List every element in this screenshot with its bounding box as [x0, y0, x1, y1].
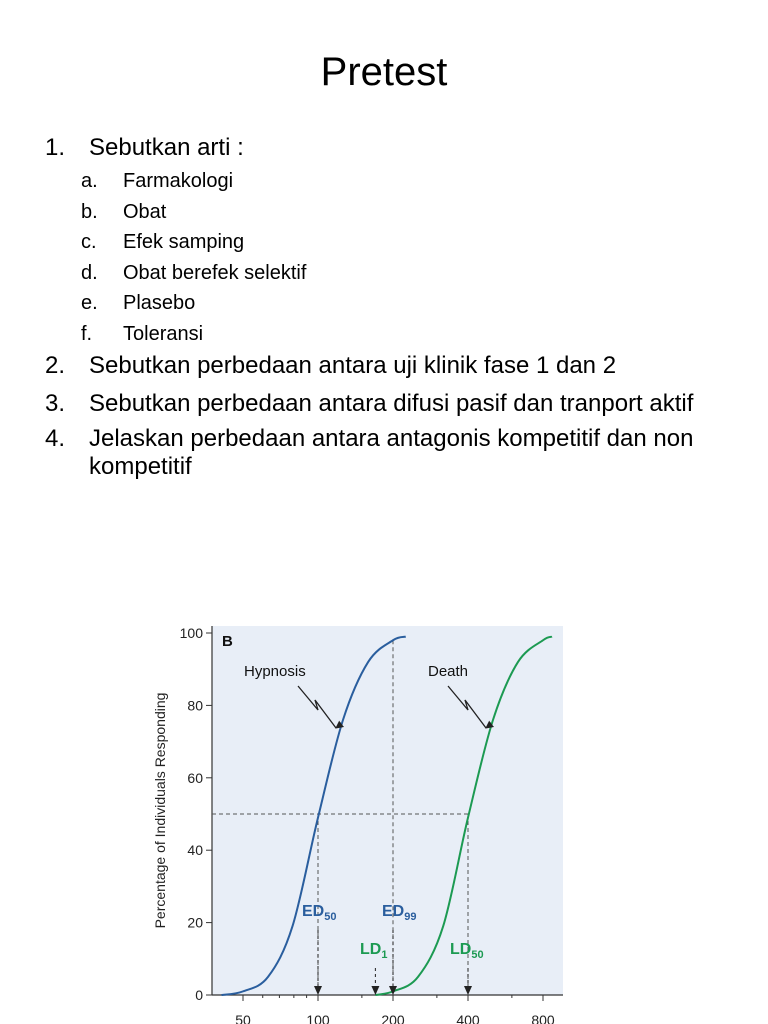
- y-tick-label: 20: [187, 914, 203, 931]
- x-tick-label: 100: [306, 1012, 330, 1024]
- sub-item: [81, 197, 745, 228]
- plot-background: [212, 626, 563, 995]
- dose-marker-label-subscript: 50: [471, 949, 484, 961]
- dose-marker-label-main: LD: [450, 941, 472, 958]
- sub-item-text: Farmakologi: [123, 170, 234, 192]
- sub-item: [81, 288, 745, 319]
- dose-marker-label-subscript: 1: [381, 949, 388, 961]
- sub-item-text: Obat: [123, 200, 167, 223]
- sub-item-text: Plasebo: [123, 292, 196, 315]
- sub-item-letter: f.: [81, 322, 93, 345]
- question-1: [45, 134, 745, 350]
- sub-item-text: Obat berefek selektif: [123, 261, 307, 284]
- sub-item: [81, 258, 745, 289]
- sub-question-list: [81, 166, 745, 350]
- sub-item: [81, 227, 745, 258]
- x-tick-label: 200: [381, 1012, 405, 1024]
- question-number: 3.: [45, 389, 66, 417]
- y-tick-label: 80: [187, 697, 203, 714]
- question-number: 1.: [45, 134, 66, 161]
- dose-marker-label-main: ED: [302, 903, 325, 920]
- death-label: Death: [428, 663, 469, 680]
- sub-item-text: Efek samping: [123, 231, 245, 254]
- sub-item-letter: a.: [81, 170, 98, 192]
- slide-title: Pretest: [320, 50, 448, 94]
- question-2: [45, 352, 745, 380]
- y-tick-label: 100: [179, 625, 203, 641]
- question-text: Sebutkan arti :: [89, 134, 244, 161]
- x-tick-label: 50: [235, 1012, 251, 1024]
- question-number: 2.: [45, 351, 66, 379]
- question-number: 4.: [45, 424, 66, 452]
- dose-marker-label-subscript: 50: [324, 911, 337, 923]
- y-axis-label: Percentage of Individuals Responding: [152, 692, 168, 929]
- sub-item: [81, 319, 745, 350]
- y-tick-label: 0: [195, 987, 203, 1003]
- dose-marker-label-main: LD: [360, 941, 382, 958]
- x-tick-label: 400: [456, 1012, 480, 1024]
- sub-item: [81, 166, 745, 197]
- sub-item-letter: e.: [81, 292, 98, 315]
- question-4: [45, 425, 745, 481]
- sub-item-text: Toleransi: [123, 322, 204, 345]
- sub-item-letter: d.: [81, 261, 98, 284]
- question-3: [45, 390, 745, 418]
- y-tick-label: 60: [187, 769, 203, 786]
- dose-marker-label-subscript: 99: [404, 911, 417, 923]
- sub-item-letter: b.: [81, 200, 98, 223]
- question-text: Jelaskan perbedaan antara antagonis kompetitif dan non kompetitif: [89, 424, 694, 480]
- x-tick-label: 800: [531, 1012, 555, 1024]
- question-list: [45, 134, 745, 481]
- question-text: Sebutkan perbedaan antara difusi pasif dan tranport aktif: [89, 389, 694, 417]
- dose-marker-label-main: ED: [382, 903, 405, 920]
- question-text: Sebutkan perbedaan antara uji klinik fase 1 dan 2: [89, 351, 617, 379]
- y-tick-label: 40: [187, 842, 203, 859]
- sub-item-letter: c.: [81, 231, 97, 254]
- dose-response-chart: [140, 618, 570, 1024]
- hypnosis-label: Hypnosis: [244, 663, 306, 680]
- panel-label: B: [222, 633, 233, 650]
